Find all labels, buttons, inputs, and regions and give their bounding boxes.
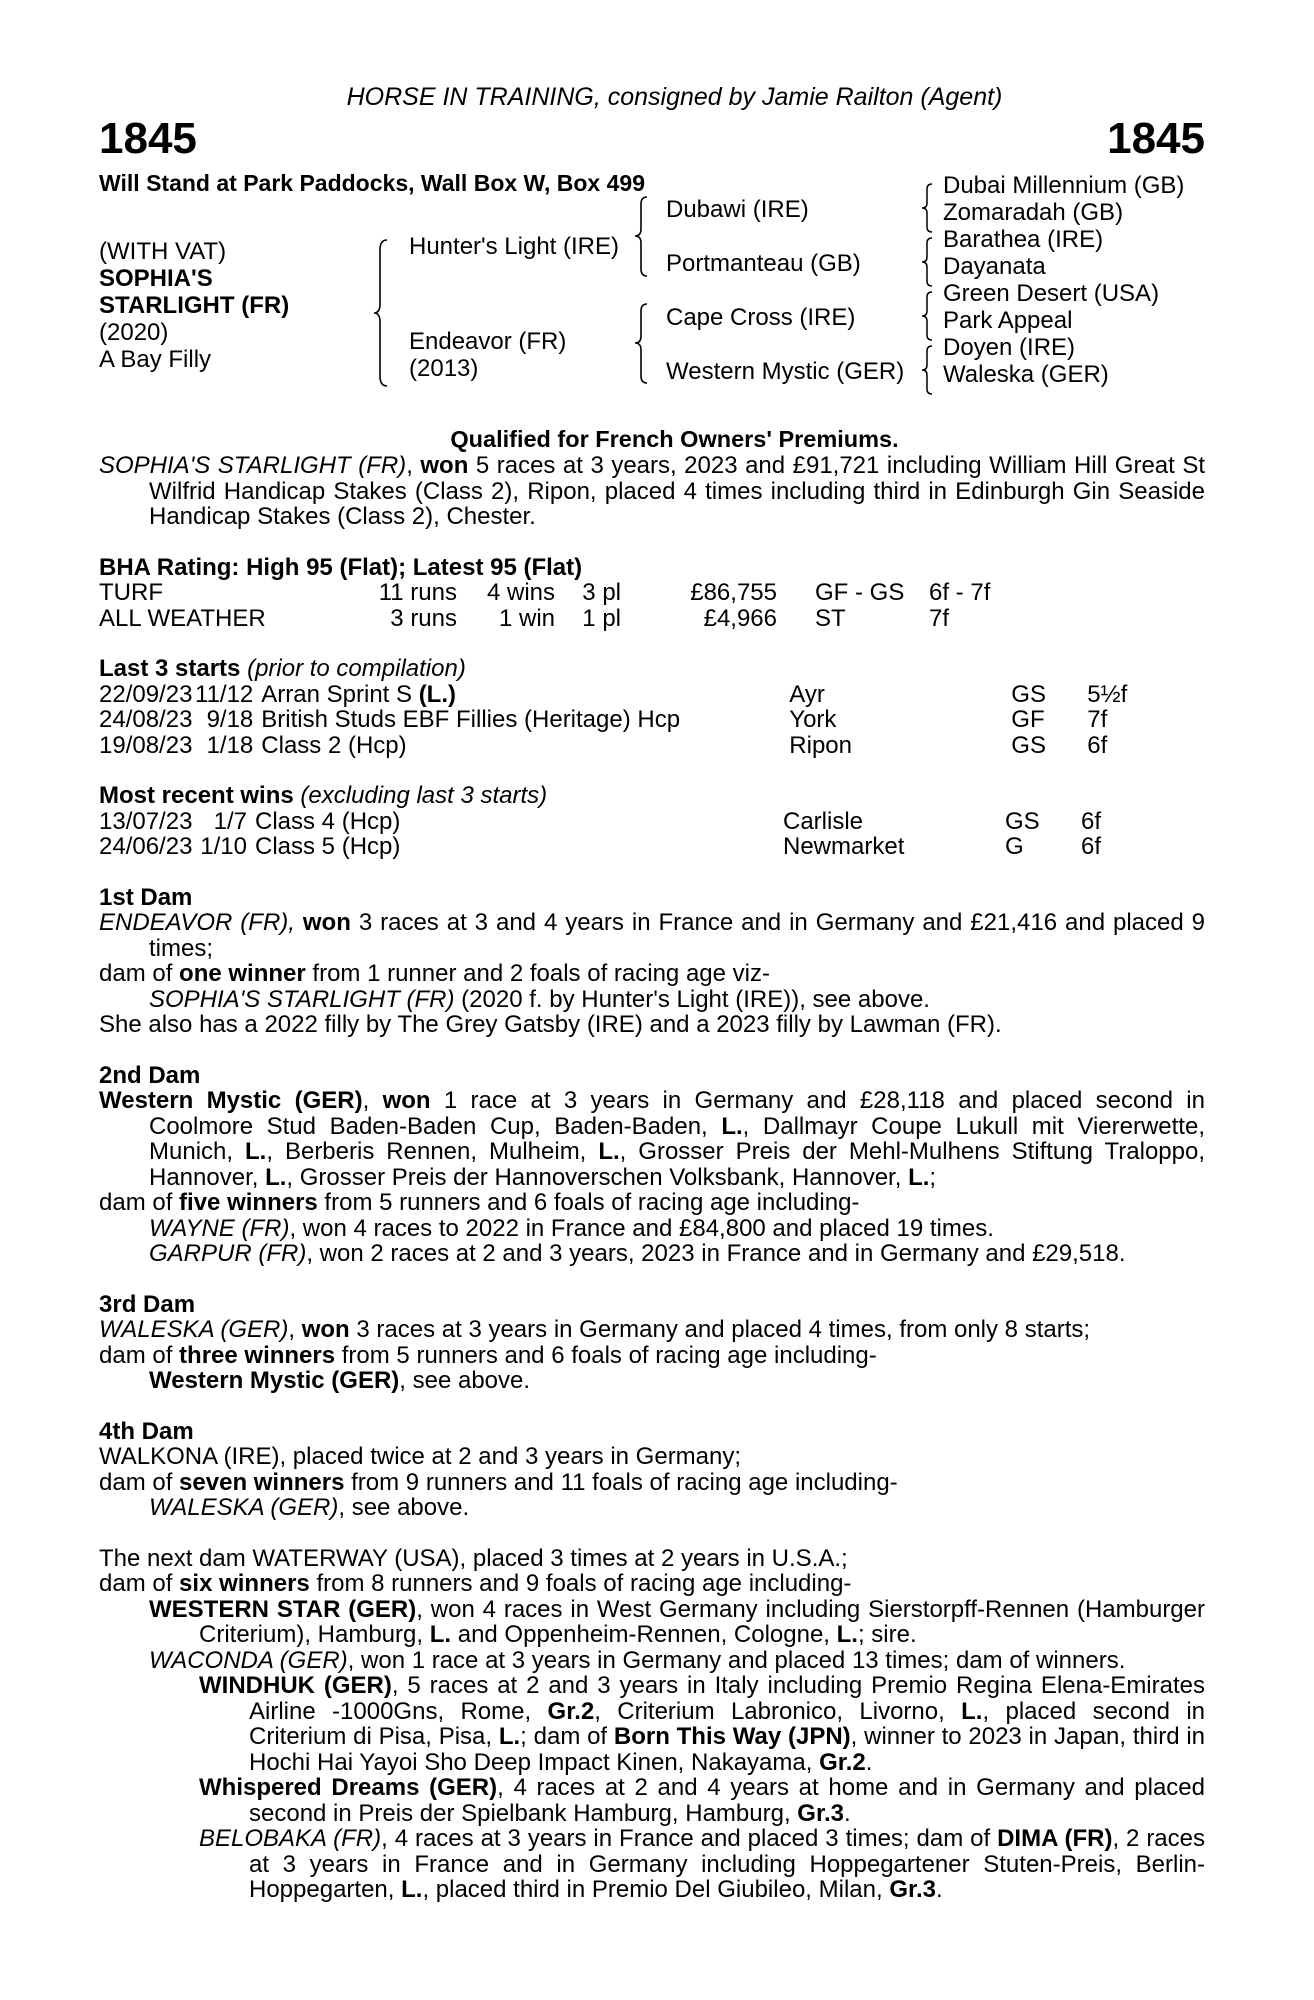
last-starts-title: Last 3 starts	[99, 655, 241, 682]
group-mark: Gr.3	[797, 1799, 844, 1827]
brace-dam	[632, 302, 650, 386]
recent-wins-note: (excluding last 3 starts)	[300, 782, 548, 809]
summary-horse-name: SOPHIA'S STARLIGHT (FR)	[99, 452, 407, 479]
win-date: 13/07/23	[99, 807, 193, 835]
next-dam-record: The next dam WATERWAY (USA), placed 3 times at 2 years in U.S.A.;	[99, 1544, 848, 1572]
start-position: 9/18	[206, 706, 254, 733]
sds-name: Barathea (IRE)	[943, 226, 1104, 253]
group-mark: Gr.2	[819, 1748, 866, 1776]
second-dam-title: 2nd Dam	[99, 1061, 201, 1089]
first-dam-won: won	[302, 909, 351, 936]
progeny-name: WAYNE (FR)	[149, 1214, 290, 1242]
start-listed: (L.)	[418, 680, 456, 708]
first-dam-also: She also has a 2022 filly by The Grey Gatsby (IRE) and a 2023 filly by Lawman (FR).	[99, 1011, 1002, 1038]
dss-name: Green Desert (USA)	[943, 280, 1160, 307]
fourth-dam-section	[99, 1419, 1205, 1521]
dam-of-label: dam of	[99, 1189, 180, 1216]
bha-runs: 3 runs	[390, 604, 457, 632]
horse-description: A Bay Filly	[99, 346, 212, 373]
start-distance: 7f	[1087, 706, 1108, 733]
dds-name: Doyen (IRE)	[943, 334, 1076, 361]
brace-generation1	[371, 238, 391, 388]
premiums-heading: Qualified for French Owners' Premiums.	[450, 426, 899, 452]
progeny-name: GARPUR (FR)	[149, 1240, 307, 1267]
start-distance: 6f	[1087, 731, 1108, 759]
progeny-wayne	[99, 1216, 1205, 1242]
progeny-text: , won 4 races to 2022 in France and £84,800 and placed 19 times.	[289, 1214, 994, 1242]
progeny-text: , placed second in Criterium di Pisa, Pisa,	[249, 1697, 1206, 1750]
third-dam-name: WALESKA (GER)	[99, 1316, 289, 1343]
start-position: 11/12	[195, 680, 254, 708]
table-row	[99, 682, 1127, 708]
ssd-name: Zomaradah (GB)	[943, 199, 1124, 226]
record-text: from 9 runners and 11 foals of racing age including-	[344, 1468, 898, 1496]
catalogue-page	[99, 82, 1205, 1903]
dam-of-label: dam of	[99, 960, 180, 987]
recent-wins-table	[99, 809, 1101, 860]
progeny-text: ; sire.	[857, 1621, 917, 1648]
progeny-western-mystic	[99, 1368, 1205, 1394]
horse-name-line1: SOPHIA'S	[99, 265, 213, 292]
first-dam-record	[99, 910, 1205, 961]
progeny-text: .	[865, 1748, 873, 1776]
bha-placed: 1 pl	[582, 604, 621, 632]
recent-wins-section	[99, 783, 1205, 860]
win-going: G	[1005, 833, 1024, 860]
second-dam-section	[99, 1063, 1205, 1267]
listed-mark: L.	[961, 1697, 983, 1725]
progeny-text: , 4 races at 3 years in France and placed 3 times; dam of	[381, 1825, 998, 1852]
bha-surface: ALL WEATHER	[99, 604, 266, 632]
listed-mark: L.	[245, 1138, 267, 1165]
brace-gen3-c	[919, 290, 935, 342]
bha-distance: 6f - 7f	[929, 579, 991, 606]
listed-mark: L.	[401, 1876, 423, 1903]
bha-placed: 3 pl	[582, 579, 621, 606]
last-starts-section	[99, 656, 1205, 758]
progeny-western-star	[99, 1597, 1205, 1648]
progeny-waconda	[99, 1648, 1205, 1674]
group-mark: Gr.3	[889, 1876, 937, 1903]
progeny-whispered-dreams	[149, 1775, 1205, 1826]
second-dam-winners: five winners	[179, 1189, 318, 1216]
brace-gen3-b	[919, 236, 935, 288]
dam-year: (2013)	[409, 355, 479, 382]
progeny-text: (2020 f. by Hunter's Light (IRE)), see above.	[454, 985, 930, 1013]
start-date: 24/08/23	[99, 706, 193, 733]
dam-name: Endeavor (FR)	[409, 328, 567, 355]
progeny-name: BELOBAKA (FR)	[199, 1825, 382, 1852]
start-going: GS	[1011, 731, 1046, 759]
table-row	[99, 606, 990, 632]
progeny-name: Western Mystic (GER)	[149, 1367, 400, 1394]
start-position: 1/18	[206, 731, 254, 759]
win-date: 24/06/23	[99, 833, 193, 860]
next-dam-produce	[99, 1571, 1205, 1597]
ddd-name: Waleska (GER)	[943, 361, 1109, 388]
record-text: 1 race at 3 years in Germany and £28,118 and placed second in Coolmore Stud Baden-Baden Cup, Baden-Baden,	[149, 1087, 1205, 1140]
win-going: GS	[1005, 807, 1040, 835]
second-dam-won: won	[382, 1087, 431, 1114]
dam-dam: Western Mystic (GER)	[666, 358, 905, 385]
lot-number-left: 1845	[99, 114, 197, 163]
progeny-name: Whispered Dreams (GER)	[199, 1774, 498, 1801]
race-summary: SOPHIA'S STARLIGHT (FR), won 5 races at 3 years, 2023 and £91,721 including William Hill Great St Wilfrid Handicap Stakes (Class 2), Ripon, placed 4 times including third in Edinburgh Gin Seaside Handicap Stakes (Class 2), Chester.	[99, 452, 1205, 530]
stand-location: Will Stand at Park Paddocks, Wall Box W, Box 499	[99, 170, 645, 196]
progeny-text: .	[843, 1799, 851, 1827]
record-text: , Grosser Preis der Hannoverschen Volksbank, Hannover,	[286, 1163, 909, 1191]
record-text: from 5 runners and 6 foals of racing age including-	[317, 1189, 860, 1216]
summary-text: 5 races at 3 years, 2023 and £91,721 including William Hill Great St Wilfrid Handicap Stakes (Class 2), Ripon, placed 4 times including third in Edinburgh Gin Seaside Handicap Stakes (Class 2), Chester.	[149, 452, 1205, 530]
progeny-text: , 5 races at 2 and 3 years in Italy including Premio Regina Elena-Emirates Airline -1000Gns, Rome,	[249, 1672, 1205, 1725]
first-dam-text2: from 1 runner and 2 foals of racing age viz-	[305, 960, 770, 987]
third-dam-title: 3rd Dam	[99, 1290, 196, 1318]
first-dam-progeny	[99, 987, 1205, 1013]
table-row	[99, 809, 1101, 835]
start-course: York	[789, 706, 837, 733]
second-dam-name: Western Mystic (GER)	[99, 1087, 363, 1114]
progeny-text: , see above.	[338, 1494, 470, 1521]
separator: ,	[362, 1087, 383, 1114]
first-dam-title: 1st Dam	[99, 883, 193, 911]
record-text: , Grosser Preis der Mehl-Mulhens Stiftung Traloppo, Hannover,	[149, 1138, 1205, 1191]
record-text: from 8 runners and 9 foals of racing age including-	[309, 1570, 852, 1597]
third-dam-produce	[99, 1343, 1205, 1369]
lot-number-row	[99, 116, 1205, 162]
start-distance: 5½f	[1087, 680, 1128, 708]
consignment-line: HORSE IN TRAINING, consigned by Jamie Railton (Agent)	[346, 83, 1003, 111]
dam-of-label: dam of	[99, 1341, 180, 1369]
bha-going: GF - GS	[815, 579, 905, 606]
bha-surface: TURF	[99, 579, 163, 606]
win-position: 1/10	[200, 833, 247, 860]
progeny-name: WINDHUK (GER)	[199, 1672, 392, 1699]
start-race: Class 2 (Hcp)	[261, 731, 407, 759]
lot-number-right: 1845	[1107, 114, 1205, 163]
bha-table	[99, 580, 990, 631]
win-position: 1/7	[213, 807, 247, 835]
second-dam-produce	[99, 1190, 1205, 1216]
progeny-text: ; dam of	[520, 1723, 614, 1750]
start-date: 19/08/23	[99, 731, 193, 759]
listed-mark: L.	[429, 1621, 452, 1648]
progeny-name: WACONDA (GER)	[149, 1646, 348, 1674]
table-row	[99, 733, 1127, 759]
next-dam-winners: six winners	[179, 1570, 310, 1597]
first-dam-produce	[99, 961, 1205, 987]
start-race: Arran Sprint S	[261, 680, 419, 708]
horse-year: (2020)	[99, 319, 169, 346]
dam-of-label: dam of	[99, 1468, 180, 1496]
brace-gen3-d	[919, 344, 935, 396]
progeny-belobaka	[149, 1826, 1205, 1903]
brace-gen3-a	[919, 182, 935, 234]
group-mark: Gr.2	[547, 1697, 595, 1725]
bha-wins: 4 wins	[486, 579, 555, 606]
first-dam-section	[99, 885, 1205, 1038]
win-distance: 6f	[1081, 833, 1102, 860]
record-text: , Dallmayr Coupe Lukull mit Viererwette, Munich,	[149, 1112, 1205, 1165]
record-text: from 5 runners and 6 foals of racing age including-	[335, 1341, 877, 1369]
first-dam-text: 3 races at 3 and 4 years in France and in Germany and £21,416 and placed 9 times;	[149, 909, 1205, 962]
bha-title: BHA Rating: High 95 (Flat); Latest 95 (Flat)	[99, 553, 583, 581]
progeny-text: , see above.	[399, 1367, 531, 1394]
second-dam-record	[99, 1088, 1205, 1190]
progeny-text: and Oppenheim-Rennen, Cologne,	[451, 1621, 837, 1648]
listed-mark: L.	[908, 1163, 930, 1191]
progeny-name: WESTERN STAR (GER)	[149, 1595, 417, 1623]
win-course: Newmarket	[783, 833, 905, 860]
third-dam-record	[99, 1317, 1205, 1343]
sire-dam: Portmanteau (GB)	[666, 250, 861, 277]
third-dam-section	[99, 1292, 1205, 1394]
fourth-dam-record: WALKONA (IRE), placed twice at 2 and 3 years in Germany;	[99, 1443, 742, 1470]
progeny-text: , 2 races at 3 years in France and in Germany including Hoppegartener Stuten-Preis, Berlin-Hoppegarten,	[249, 1825, 1206, 1903]
progeny-name: DIMA (FR)	[997, 1825, 1113, 1852]
start-going: GS	[1011, 680, 1046, 708]
separator: ,	[288, 1316, 302, 1343]
record-text: , Berberis Rennen, Mulheim,	[266, 1138, 599, 1165]
table-row	[99, 834, 1101, 860]
progeny-text: , placed third in Premio Del Giubileo, Milan,	[422, 1876, 890, 1903]
progeny-text: , won 1 race at 3 years in Germany and placed 13 times; dam of winners.	[347, 1646, 1126, 1674]
sire-sire: Dubawi (IRE)	[666, 196, 809, 223]
start-going: GF	[1011, 706, 1045, 733]
win-race: Class 4 (Hcp)	[255, 807, 401, 835]
progeny-text: , winner to 2023 in Japan, third in Hochi Hai Yayoi Sho Deep Impact Kinen, Nakayama,	[249, 1723, 1205, 1776]
bha-wins: 1 win	[498, 604, 555, 632]
record-text: ;	[929, 1163, 937, 1191]
start-course: Ripon	[789, 731, 852, 759]
bha-going: ST	[815, 604, 846, 632]
bha-runs: 11 runs	[378, 579, 457, 606]
progeny-text: , won 2 races at 2 and 3 years, 2023 in France and in Germany and £29,518.	[306, 1240, 1126, 1267]
progeny-text: , 4 races at 2 and 4 years at home and in Germany and placed second in Preis der Spielbank Hamburg, Hamburg,	[249, 1774, 1205, 1827]
third-dam-winners: three winners	[179, 1341, 336, 1369]
start-race: British Studs EBF Fillies (Heritage) Hcp	[261, 706, 681, 733]
horse-name-line2: STARLIGHT (FR)	[99, 292, 290, 319]
summary-won: won	[420, 452, 469, 479]
sss-name: Dubai Millennium (GB)	[943, 172, 1185, 199]
recent-wins-title: Most recent wins	[99, 782, 294, 809]
bha-section	[99, 555, 1205, 632]
progeny-garpur	[99, 1241, 1205, 1267]
progeny-windhuk	[149, 1673, 1205, 1775]
record-text: 3 races at 3 years in Germany and placed 4 times, from only 8 starts;	[349, 1316, 1091, 1343]
sire-name: Hunter's Light (IRE)	[409, 233, 619, 260]
third-dam-won: won	[301, 1316, 350, 1343]
progeny-waleska	[99, 1495, 1205, 1521]
last-starts-note: (prior to compilation)	[247, 655, 466, 682]
win-race: Class 5 (Hcp)	[255, 833, 401, 860]
dam-of-label: dam of	[99, 1570, 180, 1597]
progeny-name: SOPHIA'S STARLIGHT (FR)	[149, 985, 455, 1013]
vat-label: (WITH VAT)	[99, 238, 227, 265]
brace-sire	[632, 195, 650, 279]
win-course: Carlisle	[783, 807, 864, 835]
bha-prize: £86,755	[690, 579, 777, 606]
progeny-name: Born This Way (JPN)	[613, 1723, 851, 1750]
bha-distance: 7f	[929, 604, 950, 632]
dsd-name: Park Appeal	[943, 307, 1073, 334]
first-dam-winners: one winner	[179, 960, 306, 987]
listed-mark: L.	[721, 1112, 743, 1140]
fourth-dam-title: 4th Dam	[99, 1417, 194, 1445]
bha-prize: £4,966	[703, 604, 777, 632]
listed-mark: L.	[598, 1138, 620, 1165]
win-distance: 6f	[1081, 807, 1102, 835]
table-row	[99, 707, 1127, 733]
fourth-dam-winners: seven winners	[179, 1468, 345, 1496]
table-row	[99, 580, 990, 606]
listed-mark: L.	[498, 1723, 521, 1750]
listed-mark: L.	[836, 1621, 858, 1648]
last-starts-table	[99, 682, 1127, 759]
progeny-text: , won 4 races in West Germany including Sierstorpff-Rennen (Hamburger Criterium), Hamburg,	[199, 1595, 1205, 1648]
listed-mark: L.	[265, 1163, 287, 1191]
progeny-name: WALESKA (GER)	[149, 1494, 339, 1521]
fourth-dam-produce	[99, 1470, 1205, 1496]
progeny-text: .	[936, 1876, 943, 1903]
progeny-text: , Criterium Labronico, Livorno,	[594, 1697, 962, 1725]
start-course: Ayr	[789, 680, 825, 708]
start-date: 22/09/23	[99, 680, 193, 708]
dam-sire: Cape Cross (IRE)	[666, 304, 856, 331]
first-dam-name: ENDEAVOR (FR),	[99, 909, 295, 936]
next-dam-section	[99, 1546, 1205, 1903]
sdd-name: Dayanata	[943, 253, 1046, 280]
